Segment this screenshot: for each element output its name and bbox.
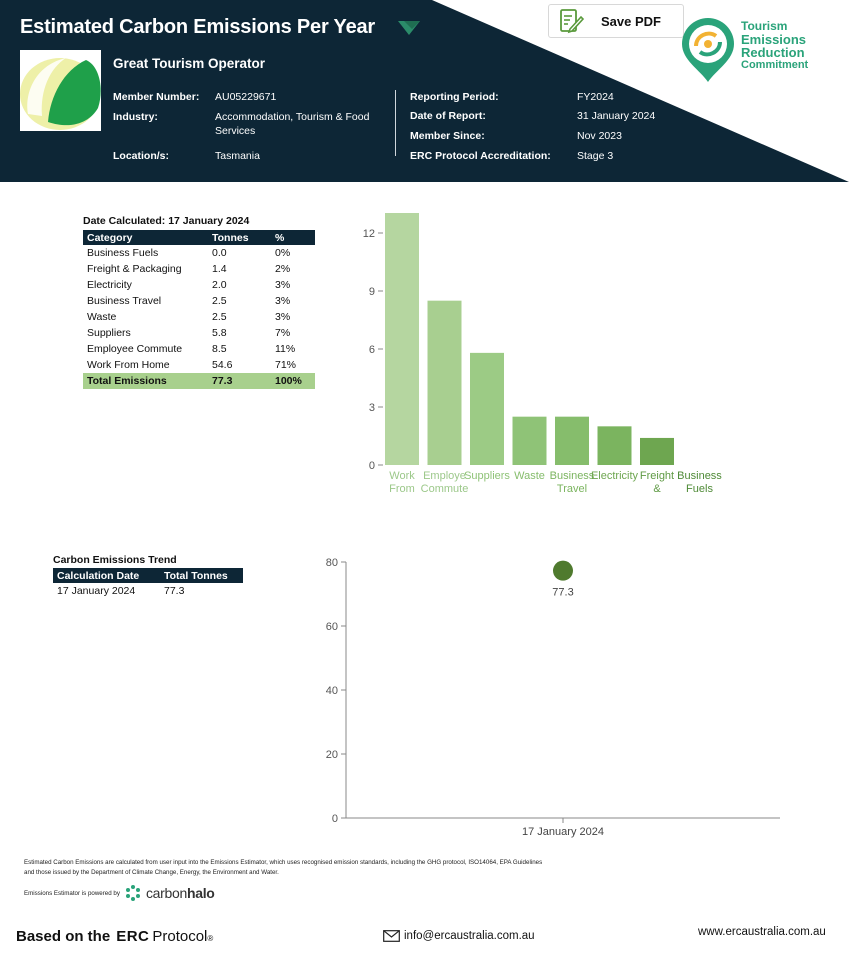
tonnes-cell: 5.8 <box>212 327 227 339</box>
percent-cell: 3% <box>275 295 291 307</box>
y-tick-label: 0 <box>331 813 338 825</box>
flag-icon <box>398 21 420 35</box>
total-percent: 100% <box>271 373 315 389</box>
member-number-value: AU05229671 <box>215 91 277 103</box>
x-tick-label: Employe <box>423 470 466 482</box>
column-header: Total Tonnes <box>160 568 243 583</box>
category-cell: Business Travel <box>87 295 162 307</box>
date-of-report-label: Date of Report: <box>410 110 486 122</box>
x-tick-label: Travel <box>556 483 588 495</box>
table-row <box>83 341 315 357</box>
table-row <box>83 277 315 293</box>
y-tick-label: 60 <box>325 621 338 633</box>
tonnes-cell: 2.5 <box>212 311 227 323</box>
trend-title: Carbon Emissions Trend <box>53 554 177 566</box>
tonnes-cell: 8.5 <box>212 343 227 355</box>
industry-value: Accommodation, Tourism & Food Services <box>215 111 370 138</box>
bar <box>513 417 547 465</box>
data-label: 77.3 <box>552 586 574 599</box>
bar <box>470 353 504 465</box>
report-header <box>0 0 849 182</box>
total-tonnes: 77.3 <box>208 373 271 389</box>
tonnes-cell: 2.0 <box>212 279 227 291</box>
x-tick-label: 17 January 2024 <box>522 826 604 838</box>
brand-line-2: Emissions <box>741 31 807 47</box>
tonnes-cell: 54.6 <box>212 359 233 371</box>
registered-mark: ® <box>207 934 214 943</box>
bar <box>598 426 632 465</box>
column-header: Category <box>83 230 208 245</box>
terc-logo <box>678 16 838 84</box>
brand-part-a: carbon <box>145 885 187 901</box>
accreditation-label: ERC Protocol Accreditation: <box>410 150 551 162</box>
envelope-icon <box>383 930 400 942</box>
tonnes-cell: 1.4 <box>212 263 227 275</box>
total-label: Total Emissions <box>83 373 208 389</box>
member-number-label: Member Number: <box>113 91 200 103</box>
y-tick-label: 20 <box>325 749 338 761</box>
table-row <box>83 357 315 373</box>
email-text: info@ercaustralia.com.au <box>404 930 535 942</box>
category-cell: Waste <box>87 311 117 323</box>
powered-by <box>24 884 215 902</box>
y-tick-label: 9 <box>368 286 375 298</box>
table-row <box>83 309 315 325</box>
protocol-word: Protocol <box>152 928 208 945</box>
tonnes-cell: 0.0 <box>212 247 227 259</box>
date-of-report-value: 31 January 2024 <box>577 110 656 122</box>
y-tick-label: 80 <box>325 557 338 569</box>
x-tick-label: Electricity <box>590 470 639 482</box>
date-calculated: Date Calculated: 17 January 2024 <box>83 215 250 227</box>
brand-line-1: Tourism <box>741 19 788 33</box>
table-row <box>53 583 243 599</box>
category-cell: Employee Commute <box>87 343 183 355</box>
data-point <box>553 561 573 581</box>
powered-by-text: Emissions Estimator is powered by <box>24 889 120 897</box>
column-header: % <box>271 230 315 245</box>
header-divider <box>395 90 396 156</box>
percent-cell: 7% <box>275 327 291 339</box>
website-link[interactable]: www.ercaustralia.com.au <box>698 926 826 938</box>
carbonhalo-brand <box>146 885 215 901</box>
brand-line-4: Commitment <box>741 58 809 71</box>
calculation-date-cell: 17 January 2024 <box>57 585 136 597</box>
erc-wordmark: ERC <box>116 928 150 945</box>
save-pdf-button[interactable] <box>548 4 684 38</box>
report-title: Estimated Carbon Emissions Per Year <box>20 16 376 38</box>
x-tick-label: From <box>389 483 415 495</box>
percent-cell: 71% <box>275 359 297 371</box>
category-cell: Work From Home <box>87 359 170 371</box>
operator-logo <box>20 50 101 131</box>
footnote-line-2: and those issued by the Department of Climate Change, Energy, the Environment and Water. <box>24 868 279 876</box>
bar <box>428 301 462 465</box>
percent-cell: 0% <box>275 247 291 259</box>
emissions-trend-chart <box>310 550 790 845</box>
member-since-label: Member Since: <box>410 130 485 142</box>
based-on-erc <box>16 928 213 945</box>
x-tick-label: Waste <box>514 470 545 482</box>
reporting-period-label: Reporting Period: <box>410 91 499 103</box>
table-row <box>83 293 315 309</box>
category-cell: Freight & Packaging <box>87 263 182 275</box>
x-tick-label: Business <box>549 470 595 482</box>
total-tonnes-cell: 77.3 <box>164 585 185 597</box>
table-row <box>83 261 315 277</box>
total-row <box>83 373 315 389</box>
column-header: Calculation Date <box>53 568 160 583</box>
member-since-value: Nov 2023 <box>577 130 622 142</box>
footnote-line-1: Estimated Carbon Emissions are calculated from user input into the Emissions Estimator, which uses recognised emission standards, including the GHG protocol, ISO14064, EPA Guidelines <box>24 859 543 866</box>
percent-cell: 2% <box>275 263 291 275</box>
bar <box>640 438 674 465</box>
x-tick-label: Fuels <box>686 483 713 495</box>
table-row <box>83 325 315 341</box>
table-header-row <box>83 230 315 245</box>
industry-label: Industry: <box>113 111 158 123</box>
y-tick-label: 12 <box>362 228 375 240</box>
trend-table <box>53 568 243 599</box>
location-pin-icon <box>678 16 738 84</box>
bar <box>385 213 419 465</box>
x-tick-label: Freight <box>639 470 675 482</box>
location-label: Location/s: <box>113 150 170 162</box>
location-value: Tasmania <box>215 150 260 162</box>
category-cell: Suppliers <box>87 327 131 339</box>
brand-line-3: Reduction <box>741 45 805 61</box>
percent-cell: 3% <box>275 279 291 291</box>
y-tick-label: 3 <box>368 402 375 414</box>
x-tick-label: Work <box>389 470 415 482</box>
y-tick-label: 40 <box>325 685 338 697</box>
x-tick-label: Suppliers <box>464 470 510 482</box>
brand-part-b: halo <box>186 885 215 901</box>
operator-name: Great Tourism Operator <box>113 56 266 71</box>
y-tick-label: 0 <box>368 460 375 472</box>
y-tick-label: 6 <box>368 344 375 356</box>
accreditation-value: Stage 3 <box>577 150 614 162</box>
carbonhalo-logo-icon <box>124 884 142 902</box>
category-cell: Business Fuels <box>87 247 159 259</box>
contact-email[interactable] <box>383 930 535 942</box>
table-header-row <box>53 568 243 583</box>
tonnes-cell: 2.5 <box>212 295 227 307</box>
emissions-bar-chart <box>355 205 735 500</box>
x-tick-label: & <box>653 483 661 495</box>
percent-cell: 11% <box>275 343 296 355</box>
emissions-table <box>83 230 315 389</box>
footnote <box>24 858 644 878</box>
column-header: Tonnes <box>208 230 271 245</box>
edit-document-icon <box>557 7 585 35</box>
category-cell: Electricity <box>87 279 132 291</box>
bar <box>555 417 589 465</box>
reporting-period-value: FY2024 <box>577 91 614 103</box>
x-tick-label: Business <box>677 470 722 482</box>
table-row <box>83 245 315 261</box>
save-pdf-label: Save PDF <box>601 13 661 29</box>
based-on-text: Based on the <box>16 928 111 945</box>
percent-cell: 3% <box>275 311 291 323</box>
x-tick-label: Commute <box>420 483 469 495</box>
